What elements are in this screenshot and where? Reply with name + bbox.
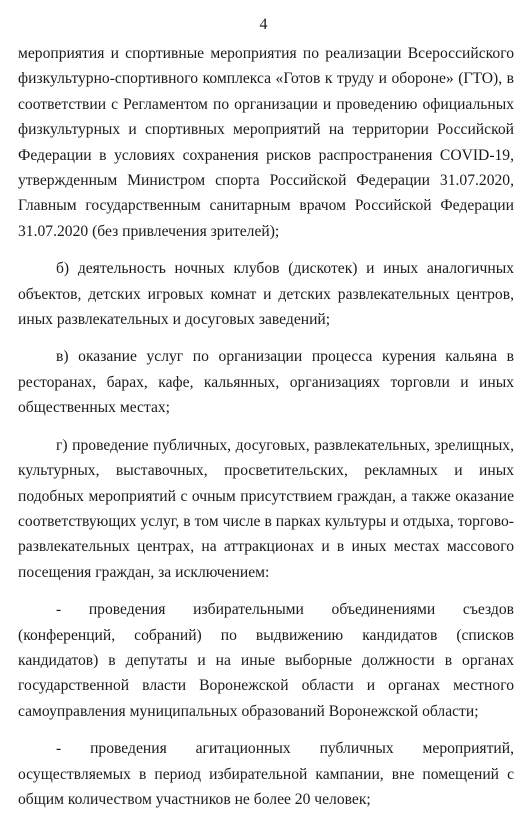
page-number: 4	[259, 16, 268, 33]
paragraph-item-v-hookah: в) оказание услуг по организации процесса курения кальяна в ресторанах, барах, кафе, кальянных, организациях торговли и иных общественных местах;	[18, 348, 514, 417]
document-body	[18, 41, 514, 824]
paragraph-item-g-public-events: г) проведение публичных, досуговых, развлекательных, зрелищных, культурных, выставочных, просветительских, рекламных и иных подобных мероприятий с очным присутствием граждан, а также оказание соответствующих услуг, в том числе в парках культуры и отдыха, торгово-развлекательных центрах, на аттракционах и в иных местах массового посещения граждан, за исключением:	[18, 436, 514, 581]
paragraph-item-b-night-clubs: б) деятельность ночных клубов (дискотек) и иных аналогичных объектов, детских игровых комнат и детских развлекательных центров, иных развлекательных и досуговых заведений;	[18, 260, 514, 329]
paragraph-sports-events: мероприятия и спортивные мероприятия по реализации Всероссийского физкультурно-спортивного комплекса «Готов к труду и обороне» (ГТО), в соответствии с Регламентом по организации и проведению официальных физкультурных и спортивных мероприятий на территории Российской Федерации в условиях сохранения рисков распространения COVID-19, утвержденным Министром спорта Российской Федерации 31.07.2020, Главным государственным санитарным врачом Российской Федерации 31.07.2020 (без привлечения зрителей);	[18, 45, 514, 240]
paragraph-exception-congresses: - проведения избирательными объединениями съездов (конференций, собраний) по выдвижению кандидатов (списков кандидатов) в депутаты и на иные выборные должности в органах государственной власти Воронежской области и органах местного самоуправления муниципальных образований Воронежской области;	[18, 601, 514, 720]
paragraph-exception-campaign-events: - проведения агитационных публичных мероприятий, осуществляемых в период избирательной кампании, вне помещений с общим количеством участников не более 20 человек;	[18, 740, 514, 808]
